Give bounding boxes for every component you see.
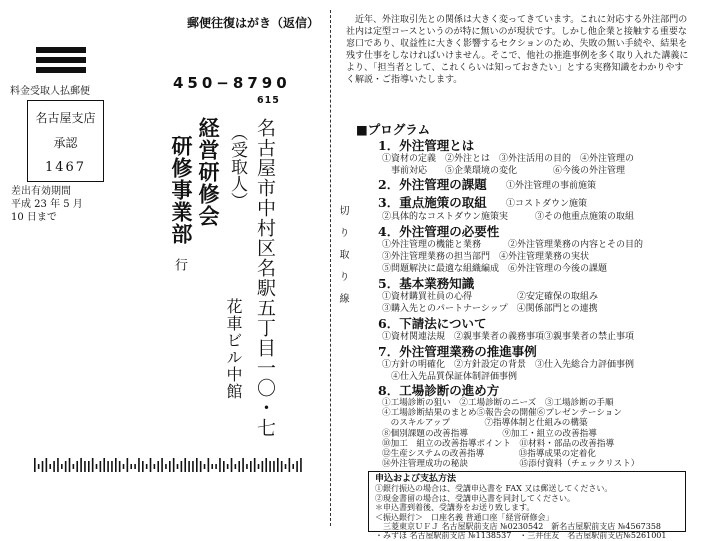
cut-line	[330, 10, 331, 526]
payment-label: 料金受取人払郵便	[10, 86, 90, 97]
section-line: ⑩加工 組立の改善指導ポイント ⑪材料・部品の改善指導	[382, 438, 615, 449]
customer-barcode	[34, 458, 304, 472]
barcode-bar	[265, 458, 267, 472]
section-title: 6．下請法について	[378, 316, 487, 331]
barcode-bar	[119, 461, 121, 472]
barcode-bar	[84, 461, 86, 472]
application-line: ＊申込書到着後、受講券をお送り致します。	[375, 503, 535, 513]
barcode-bar	[127, 458, 129, 472]
barcode-bar	[177, 464, 179, 469]
barcode-bar	[204, 464, 206, 469]
postal-code: 450−8790	[173, 74, 291, 92]
barcode-bar	[258, 464, 260, 469]
barcode-bar	[238, 461, 240, 472]
barcode-bar	[223, 461, 225, 472]
barcode-bar	[130, 464, 132, 469]
barcode-bar	[157, 461, 159, 472]
section-line: ③購入先とのパートナーシップ ④関係部門との連携	[382, 304, 598, 314]
stamp-number: 1467	[44, 160, 87, 175]
barcode-bar	[115, 458, 117, 472]
application-line: ②現金書留の場合は、受講申込書を同封してください。	[375, 493, 575, 503]
barcode-bar	[111, 461, 113, 472]
section-line: ⑭外注管理成功の秘訣 ⑮添付資料（チェックリスト）	[382, 459, 640, 470]
validity-line: 差出有効期間	[11, 186, 71, 197]
barcode-bar	[292, 464, 294, 469]
barcode-bar	[200, 461, 202, 472]
barcode-bar	[80, 458, 82, 472]
recipient-org-1: 経営研修会	[196, 117, 221, 227]
recipient-tag: （受取人）	[227, 124, 247, 209]
barcode-bar	[34, 458, 36, 472]
barcode-bar	[42, 461, 44, 472]
cut-line-label: 切り取り線	[337, 205, 348, 315]
postal-bars	[36, 47, 86, 77]
barcode-bar	[196, 458, 198, 472]
barcode-bar	[215, 464, 217, 469]
barcode-bar	[96, 464, 98, 469]
stamp-approval: 承認	[53, 136, 78, 150]
validity-note	[11, 185, 83, 224]
barcode-bar	[103, 458, 105, 472]
barcode-bar	[254, 458, 256, 472]
application-line: ＜振込銀行＞ 口座名義 普通口座「経営研修会」	[375, 512, 554, 522]
barcode-bar	[146, 464, 148, 469]
barcode-bar	[92, 458, 94, 472]
barcode-bar	[165, 464, 167, 469]
section-line: ③外注管理業務の担当部門 ④外注管理業務の実状	[382, 252, 590, 262]
validity-line: 10 日まで	[11, 212, 57, 223]
intro-paragraph: 近年、外注取引先との関係は大きく変ってきています。これに対応する外注部門の社内は定型コースというのが特に無いのが現状です。しかし他企業と接触する重要な窓口であり、収益性に大きく影響するセクションのため、失敗の無い手続や、結果を残す仕事をしなければいけません。そこで、他社の推進事例を多く取り入れた講義により、「担当者として、これくらいは知っておきたい」とする実務知識をわかりやすく解説・ご指導いたします。	[346, 15, 689, 85]
section-line: ⑫生産システムの改善指導 ⑬指導成果の定着化	[382, 449, 596, 459]
postcard-header: 郵便往復はがき（返信）	[187, 16, 320, 30]
barcode-bar	[188, 461, 190, 472]
barcode-bar	[53, 461, 55, 472]
section-title: 3．重点施策の取組	[378, 195, 487, 210]
barcode-bar	[277, 458, 279, 472]
barcode-bar	[49, 464, 51, 469]
barcode-bar	[169, 461, 171, 472]
section-title: 7．外注管理業務の推進事例	[378, 344, 537, 359]
barcode-bar	[219, 458, 221, 472]
barcode-bar	[296, 461, 298, 472]
barcode-bar	[161, 458, 163, 472]
barcode-bar	[289, 458, 291, 472]
barcode-bar	[273, 461, 275, 472]
barcode-bar	[181, 461, 183, 472]
barcode-bar	[285, 464, 287, 469]
barcode-bar	[61, 464, 63, 469]
barcode-bar	[242, 458, 244, 472]
barcode-bar	[57, 458, 59, 472]
barcode-bar	[208, 458, 210, 472]
barcode-bar	[227, 464, 229, 469]
barcode-bar	[250, 461, 252, 472]
barcode-bar	[154, 464, 156, 469]
approval-stamp	[27, 100, 104, 182]
section-line: ④工場診断結果のまとめ⑤報告会の開催⑥プレゼンテーション	[382, 408, 622, 419]
section-title: 2．外注管理の課題	[378, 177, 487, 192]
barcode-bar	[173, 458, 175, 472]
validity-line: 平成 23 年 5 月	[11, 199, 83, 210]
section-title: 8．工場診断の進め方	[378, 383, 500, 398]
section-title: 4．外注管理の必要性	[378, 224, 500, 239]
application-title: 申込および支払方法	[375, 474, 457, 485]
section-line: ⑧個別課題の改善指導 ⑨加工・組立の改善指導	[382, 428, 597, 439]
barcode-bar	[231, 458, 233, 472]
section-title: 5．基本業務知識	[378, 276, 475, 291]
barcode-bar	[100, 461, 102, 472]
barcode-bar	[184, 458, 186, 472]
program-title: ■プログラム	[356, 122, 431, 137]
barcode-bar	[300, 458, 302, 472]
section-line: のスキルアップ ⑦指導体制と仕組みの構築	[382, 418, 588, 429]
barcode-bar	[123, 464, 125, 469]
section-line: ①工場診断の狙い ②工場診断のニーズ ③工場診断の手順	[382, 398, 614, 408]
barcode-bar	[150, 458, 152, 472]
recipient-org-2: 研修事業部	[169, 135, 194, 245]
barcode-bar	[73, 464, 75, 469]
section-line: ①方針の明確化 ②方針設定の背景 ③仕入先総合力評価事例	[382, 360, 635, 370]
recipient-suffix: 行	[172, 258, 187, 271]
section-line: ④仕入先品質保証体制評価事例	[382, 372, 518, 382]
application-line: ・みずほ 名古屋駅前支店 №1138537 ・三井住友 名古屋駅前支店№5261001	[375, 531, 667, 541]
application-line: ①銀行振込の場合は、受講申込書を FAX 又は郵送してください。	[375, 484, 613, 494]
barcode-bar	[235, 464, 237, 469]
section-line: ①資材の定義 ②外注とは ③外注活用の目的 ④外注管理の	[382, 154, 635, 164]
section-line: ⑤問題解決に最適な組織編成 ⑥外注管理の今後の課題	[382, 264, 608, 274]
section-line: ②具体的なコストダウン施策実 ③その他重点施策の取組	[382, 212, 635, 222]
barcode-bar	[88, 461, 90, 472]
section-line: ①資材購買社員の心得 ②安定確保の取組み	[382, 292, 599, 302]
barcode-bar	[138, 458, 140, 472]
barcode-bar	[211, 464, 213, 469]
section-inline: ①外注管理の事前施策	[506, 181, 597, 191]
postal-code-suffix: 615	[257, 95, 280, 106]
barcode-bar	[134, 464, 136, 469]
barcode-bar	[76, 461, 78, 472]
address-line-2: 花車ビル中館	[224, 298, 243, 400]
barcode-bar	[38, 464, 40, 469]
section-line: ①外注管理の機能と業務 ②外注管理業務の内容とその目的	[382, 240, 644, 250]
address-line-1: 名古屋市中村区名駅五丁目一〇・七	[254, 118, 276, 438]
section-inline: ①コストダウン施策	[506, 199, 588, 209]
barcode-bar	[246, 464, 248, 469]
application-box	[368, 471, 686, 541]
barcode-bar	[192, 461, 194, 472]
application-line: 三菱東京ＵＦＪ 名古屋駅前支店 №0230542 新名古屋駅前支店 №4567358	[375, 522, 662, 532]
barcode-bar	[269, 461, 271, 472]
section-title: 1．外注管理とは	[378, 138, 475, 153]
barcode-bar	[107, 461, 109, 472]
barcode-bar	[262, 461, 264, 472]
barcode-bar	[46, 458, 48, 472]
barcode-bar	[281, 461, 283, 472]
stamp-branch: 名古屋支店	[35, 111, 96, 125]
section-line: 事前対応 ⑤企業環境の変化 ⑥今後の外注管理	[382, 166, 626, 176]
section-line: ①資材関連法規 ②親事業者の義務事項③親事業者の禁止事項	[382, 332, 635, 342]
barcode-bar	[65, 461, 67, 472]
barcode-bar	[142, 461, 144, 472]
barcode-bar	[69, 458, 71, 472]
